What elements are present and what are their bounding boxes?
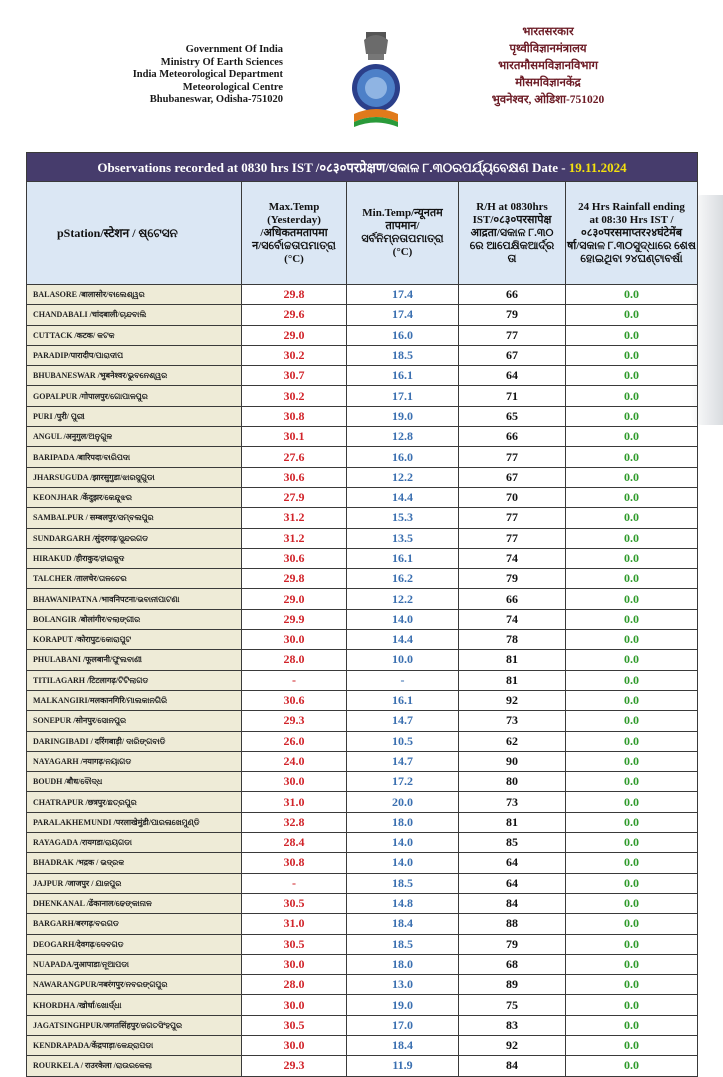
rh-cell: 81	[459, 670, 566, 690]
max-temp-cell: 26.0	[242, 731, 347, 751]
col-header-line: ତା	[507, 252, 517, 265]
table-row	[27, 569, 698, 589]
station-cell: SAMBALPUR / सम्बलपुर/ସମ୍ବଲପୁର	[27, 508, 242, 528]
rainfall-cell: 0.0	[566, 569, 698, 589]
header-english-block	[133, 44, 283, 107]
rainfall-cell: 0.0	[566, 609, 698, 629]
col-header-rainfall	[566, 182, 698, 285]
rainfall-cell: 0.0	[566, 893, 698, 913]
header-line: Meteorological Centre	[182, 81, 283, 93]
station-cell: JAGATSINGHPUR/जगतसिंहपुर/ଜଗତସିଂହପୁର	[27, 1015, 242, 1035]
col-header-line: (°C)	[392, 246, 413, 258]
table-row	[27, 995, 698, 1015]
max-temp-cell: 30.0	[242, 1035, 347, 1055]
min-temp-cell: 18.5	[347, 934, 459, 954]
rh-cell: 92	[459, 690, 566, 710]
rainfall-cell: 0.0	[566, 467, 698, 487]
min-temp-cell: 16.2	[347, 569, 459, 589]
table-row	[27, 528, 698, 548]
table-row	[27, 975, 698, 995]
col-header-line: R/H at 0830hrs	[476, 200, 548, 213]
table-row	[27, 893, 698, 913]
header-line: Bhubaneswar, Odisha-751020	[149, 94, 283, 105]
rh-cell: 81	[459, 812, 566, 832]
min-temp-cell: 16.0	[347, 325, 459, 345]
rh-cell: 83	[459, 1015, 566, 1035]
station-cell: KEONJHAR /केंदुझर/କେନ୍ଦୁଝର	[27, 487, 242, 507]
max-temp-cell: -	[242, 873, 347, 893]
table-row	[27, 934, 698, 954]
max-temp-cell: 30.6	[242, 467, 347, 487]
min-temp-cell: 17.4	[347, 305, 459, 325]
station-cell: SONEPUR /सोनपुर/ସୋନପୁର	[27, 711, 242, 731]
col-header-line: Max.Temp	[268, 200, 320, 213]
rh-cell: 81	[459, 650, 566, 670]
max-temp-cell: 30.5	[242, 1015, 347, 1035]
max-temp-cell: 29.6	[242, 305, 347, 325]
min-temp-cell: 18.5	[347, 873, 459, 893]
rh-cell: 74	[459, 548, 566, 568]
table-body	[27, 285, 698, 1077]
table-row	[27, 447, 698, 467]
rh-cell: 64	[459, 366, 566, 386]
rh-cell: 90	[459, 751, 566, 771]
rh-cell: 77	[459, 325, 566, 345]
station-cell: NUAPADA/नुआपाडा/ନୂଆପଡା	[27, 954, 242, 974]
header-line: मौसमविज्ञानकेंद्र	[515, 77, 581, 89]
rainfall-cell: 0.0	[566, 427, 698, 447]
table-title-text: Observations recorded at 0830 hrs IST /०८३०परप्रेक्षण/ସକାଳ ୮.୩୦ରପର୍ଯ୍ୟବେକ୍ଷଣ Date -	[97, 160, 569, 175]
table-row	[27, 792, 698, 812]
rh-cell: 80	[459, 772, 566, 792]
min-temp-cell: 17.2	[347, 772, 459, 792]
station-cell: SUNDARGARH /सुंदरगढ़/ସୁନ୍ଦରଗଡ	[27, 528, 242, 548]
max-temp-cell: 31.0	[242, 792, 347, 812]
min-temp-cell: 17.4	[347, 285, 459, 305]
max-temp-cell: 32.8	[242, 812, 347, 832]
max-temp-cell: 28.0	[242, 975, 347, 995]
table-row	[27, 285, 698, 305]
rh-cell: 88	[459, 914, 566, 934]
table-row	[27, 589, 698, 609]
min-temp-cell: 16.1	[347, 690, 459, 710]
station-cell: JAJPUR /जाजपुर / ଯାଜପୁର	[27, 873, 242, 893]
col-header-line: at 08:30 Hrs IST /	[589, 213, 674, 226]
rainfall-cell: 0.0	[566, 305, 698, 325]
table-row	[27, 345, 698, 365]
rh-cell: 84	[459, 893, 566, 913]
min-temp-cell: 17.0	[347, 1015, 459, 1035]
max-temp-cell: 29.3	[242, 1056, 347, 1076]
header-line: पृथ्वीविज्ञानमंत्रालय	[509, 43, 587, 55]
min-temp-cell: 18.4	[347, 914, 459, 934]
min-temp-cell: 14.7	[347, 711, 459, 731]
station-cell: BHAWANIPATNA /भावनिपटना/ଭବାନୀପାଟଣା	[27, 589, 242, 609]
station-cell: PARADIP/पारादीप/ପାରାଦୀପ	[27, 345, 242, 365]
max-temp-cell: 30.6	[242, 690, 347, 710]
max-temp-cell: 30.2	[242, 386, 347, 406]
max-temp-cell: 29.0	[242, 589, 347, 609]
rh-cell: 79	[459, 569, 566, 589]
min-temp-cell: 17.1	[347, 386, 459, 406]
min-temp-cell: 14.0	[347, 833, 459, 853]
rainfall-cell: 0.0	[566, 325, 698, 345]
col-header-station-text: pStation/स्टेशन / ଷ୍ଟେସନ	[57, 225, 178, 240]
table-row	[27, 427, 698, 447]
station-cell: DEOGARH/देवगढ़/ଦେବଗଡ	[27, 934, 242, 954]
rh-cell: 64	[459, 873, 566, 893]
table-row	[27, 772, 698, 792]
rainfall-cell: 0.0	[566, 995, 698, 1015]
table-row	[27, 609, 698, 629]
table-row	[27, 853, 698, 873]
rainfall-cell: 0.0	[566, 731, 698, 751]
rh-cell: 66	[459, 427, 566, 447]
min-temp-cell: 14.7	[347, 751, 459, 771]
station-cell: TITILAGARH /टिटलागढ़/ଟିଟିଲାଗଡ	[27, 670, 242, 690]
station-cell: BHUBANESWAR /भुबनेश्वर/ଭୁବନେଶ୍ୱର	[27, 366, 242, 386]
rh-cell: 67	[459, 345, 566, 365]
station-cell: MALKANGIRI/मलकानगिरि/ମାଲକାନଗିରି	[27, 690, 242, 710]
rainfall-cell: 0.0	[566, 1056, 698, 1076]
table-row	[27, 630, 698, 650]
rh-cell: 71	[459, 386, 566, 406]
col-header-line: IST/०८३०परसापेक्ष	[472, 213, 552, 226]
rh-cell: 75	[459, 995, 566, 1015]
rainfall-cell: 0.0	[566, 589, 698, 609]
min-temp-cell: 14.0	[347, 853, 459, 873]
col-header-line: न/ସର୍ବୋଚ୍ଚତାପମାତ୍ରା	[252, 239, 336, 252]
max-temp-cell: 30.0	[242, 772, 347, 792]
observation-date: 19.11.2024	[568, 160, 627, 175]
max-temp-cell: 28.0	[242, 650, 347, 670]
max-temp-cell: 24.0	[242, 751, 347, 771]
table-row	[27, 690, 698, 710]
max-temp-cell: 30.1	[242, 427, 347, 447]
station-cell: KENDRAPADA/केंद्रपाड़ा/କେନ୍ଦ୍ରାପଡା	[27, 1035, 242, 1055]
rainfall-cell: 0.0	[566, 508, 698, 528]
table-row	[27, 833, 698, 853]
rh-cell: 68	[459, 954, 566, 974]
station-cell: BARGARH/बरगढ़/ବରଗଡ	[27, 914, 242, 934]
station-cell: DHENKANAL /ढेंकानाल/ଢେଙ୍କାନାଳ	[27, 893, 242, 913]
rainfall-cell: 0.0	[566, 954, 698, 974]
rainfall-cell: 0.0	[566, 853, 698, 873]
table-header-row	[27, 182, 698, 285]
header-line: भुवनेश्वर, ओडिशा-751020	[491, 94, 605, 106]
table-row	[27, 873, 698, 893]
table-row	[27, 670, 698, 690]
max-temp-cell: 30.8	[242, 406, 347, 426]
rainfall-cell: 0.0	[566, 285, 698, 305]
min-temp-cell: 16.1	[347, 548, 459, 568]
max-temp-cell: 29.8	[242, 285, 347, 305]
min-temp-cell: 18.0	[347, 954, 459, 974]
rh-cell: 73	[459, 792, 566, 812]
min-temp-cell: 13.5	[347, 528, 459, 548]
rh-cell: 92	[459, 1035, 566, 1055]
table-row	[27, 548, 698, 568]
rainfall-cell: 0.0	[566, 1035, 698, 1055]
rh-cell: 74	[459, 609, 566, 629]
rh-cell: 77	[459, 528, 566, 548]
table-row	[27, 711, 698, 731]
table-row	[27, 731, 698, 751]
max-temp-cell: 30.0	[242, 630, 347, 650]
min-temp-cell: -	[347, 670, 459, 690]
table-row	[27, 1056, 698, 1076]
rh-cell: 62	[459, 731, 566, 751]
table-row	[27, 914, 698, 934]
station-cell: GOPALPUR /गोपालपुर/ଗୋପାଳପୁର	[27, 386, 242, 406]
col-header-min-temp	[347, 182, 459, 285]
max-temp-cell: 29.0	[242, 325, 347, 345]
rh-cell: 89	[459, 975, 566, 995]
col-header-rh	[459, 182, 566, 285]
min-temp-cell: 14.4	[347, 487, 459, 507]
rainfall-cell: 0.0	[566, 406, 698, 426]
col-header-line: र्षा/ସକାଳ ୮.୩୦ସୁଦ୍ଧାରେ ଶେଷ	[567, 239, 696, 252]
min-temp-cell: 19.0	[347, 406, 459, 426]
min-temp-cell: 16.0	[347, 447, 459, 467]
rainfall-cell: 0.0	[566, 690, 698, 710]
min-temp-cell: 13.0	[347, 975, 459, 995]
min-temp-cell: 12.2	[347, 467, 459, 487]
min-temp-cell: 14.0	[347, 609, 459, 629]
col-header-line: (Yesterday)	[267, 213, 321, 226]
min-temp-cell: 20.0	[347, 792, 459, 812]
station-cell: RAYAGADA /रायगडा/ରାୟଗଡା	[27, 833, 242, 853]
station-cell: BARIPADA /बारिपदा/ବାରିପଦା	[27, 447, 242, 467]
rh-cell: 64	[459, 853, 566, 873]
min-temp-cell: 18.0	[347, 812, 459, 832]
station-cell: ANGUL /अनुगुल/ଅନୁଗୁଳ	[27, 427, 242, 447]
station-cell: PARALAKHEMUNDI /परलाखेमुंडी/ପାରଳାଖେମୁଣ୍ଡି	[27, 812, 242, 832]
rh-cell: 77	[459, 447, 566, 467]
rainfall-cell: 0.0	[566, 914, 698, 934]
station-cell: ROURKELA / राउरकेला /ରାଉରକେଲା	[27, 1056, 242, 1076]
station-cell: NAWARANGPUR/नबरंगपुर/ନବରଙ୍ଗପୁର	[27, 975, 242, 995]
table-title	[27, 153, 698, 182]
header-line: India Meteorological Department	[132, 69, 283, 80]
min-temp-cell: 19.0	[347, 995, 459, 1015]
max-temp-cell: 31.2	[242, 528, 347, 548]
col-header-line: आद्रता/ସକାଳ ୮.୩୦	[470, 226, 554, 239]
station-cell: CHATRAPUR /छत्रपुर/ଛତ୍ରପୁର	[27, 792, 242, 812]
table-row	[27, 386, 698, 406]
rainfall-cell: 0.0	[566, 934, 698, 954]
rainfall-cell: 0.0	[566, 386, 698, 406]
rainfall-cell: 0.0	[566, 528, 698, 548]
max-temp-cell: 31.2	[242, 508, 347, 528]
table-row	[27, 812, 698, 832]
station-cell: CUTTACK /कटक/ କଟକ	[27, 325, 242, 345]
rh-cell: 78	[459, 630, 566, 650]
col-header-line: (°C)	[284, 252, 304, 265]
station-cell: PURI /पुरी/ ପୁରୀ	[27, 406, 242, 426]
station-cell: JHARSUGUDA /झारसुगुडा/ଝାରସୁଗୁଡା	[27, 467, 242, 487]
col-header-line: ସର୍ବନିମ୍ନତାପମାତ୍ରା	[361, 233, 444, 245]
min-temp-cell: 12.8	[347, 427, 459, 447]
col-header-line: ରେ ଆପେକ୍ଷିକଆର୍ଦ୍ର	[469, 239, 555, 252]
table-row	[27, 650, 698, 670]
max-temp-cell: 29.9	[242, 609, 347, 629]
max-temp-cell: 30.6	[242, 548, 347, 568]
col-header-line: ०८३०परसमाप्तर२४घंटेमेंब	[581, 226, 682, 239]
rainfall-cell: 0.0	[566, 650, 698, 670]
rainfall-cell: 0.0	[566, 975, 698, 995]
rainfall-cell: 0.0	[566, 751, 698, 771]
max-temp-cell: 28.4	[242, 833, 347, 853]
rh-cell: 73	[459, 711, 566, 731]
max-temp-cell: 30.5	[242, 893, 347, 913]
station-cell: BHADRAK /भद्रक / ଭଦ୍ରକ	[27, 853, 242, 873]
station-cell: BALASORE /बालासोर/ବାଲେଶ୍ୱର	[27, 285, 242, 305]
min-temp-cell: 14.8	[347, 893, 459, 913]
document-header	[0, 0, 723, 150]
header-line: Ministry Of Earth Sciences	[160, 56, 283, 68]
table-row	[27, 487, 698, 507]
max-temp-cell: 30.0	[242, 954, 347, 974]
table-row	[27, 366, 698, 386]
rh-cell: 66	[459, 589, 566, 609]
table-row	[27, 954, 698, 974]
station-cell: PHULABANI /फूलबानी/ଫୁଲବାଣୀ	[27, 650, 242, 670]
table-row	[27, 1035, 698, 1055]
rainfall-cell: 0.0	[566, 833, 698, 853]
header-hindi-block	[448, 24, 648, 109]
table-row	[27, 1015, 698, 1035]
max-temp-cell: 30.0	[242, 995, 347, 1015]
col-header-line: 24 Hrs Rainfall ending	[578, 200, 685, 213]
max-temp-cell: 31.0	[242, 914, 347, 934]
observations-table	[26, 152, 698, 1077]
table-row	[27, 305, 698, 325]
rh-cell: 67	[459, 467, 566, 487]
header-line: Government Of India	[185, 44, 283, 55]
observations-table-container	[26, 152, 697, 1077]
max-temp-cell: 30.5	[242, 934, 347, 954]
station-cell: KHORDHA /खोर्धा/ଖୋର୍ଦ୍ଧା	[27, 995, 242, 1015]
max-temp-cell: 27.9	[242, 487, 347, 507]
min-temp-cell: 18.4	[347, 1035, 459, 1055]
rainfall-cell: 0.0	[566, 772, 698, 792]
rainfall-cell: 0.0	[566, 548, 698, 568]
rainfall-cell: 0.0	[566, 792, 698, 812]
col-header-max-temp	[242, 182, 347, 285]
max-temp-cell: 30.2	[242, 345, 347, 365]
table-row	[27, 467, 698, 487]
station-cell: DARINGIBADI / दरिंगबाड़ी/ ଦାରିଙ୍ଗବାଡି	[27, 731, 242, 751]
station-cell: CHANDABALI /चांदबाली/ଚାନ୍ଦବାଲି	[27, 305, 242, 325]
table-row	[27, 508, 698, 528]
rainfall-cell: 0.0	[566, 873, 698, 893]
table-row	[27, 325, 698, 345]
table-row	[27, 406, 698, 426]
rainfall-cell: 0.0	[566, 670, 698, 690]
rh-cell: 70	[459, 487, 566, 507]
station-cell: BOUDH /बौध/ବୌଦ୍ଧ	[27, 772, 242, 792]
rainfall-cell: 0.0	[566, 487, 698, 507]
rh-cell: 77	[459, 508, 566, 528]
col-header-line: Min.Temp/न्यूनतम	[362, 207, 443, 219]
min-temp-cell: 14.4	[347, 630, 459, 650]
rainfall-cell: 0.0	[566, 366, 698, 386]
rh-cell: 79	[459, 934, 566, 954]
station-cell: KORAPUT /कोरापुट/କୋରାପୁଟ	[27, 630, 242, 650]
max-temp-cell: 27.6	[242, 447, 347, 467]
min-temp-cell: 15.3	[347, 508, 459, 528]
min-temp-cell: 10.0	[347, 650, 459, 670]
max-temp-cell: 29.8	[242, 569, 347, 589]
rainfall-cell: 0.0	[566, 1015, 698, 1035]
min-temp-cell: 16.1	[347, 366, 459, 386]
table-row	[27, 751, 698, 771]
col-header-line: तापमान/	[385, 220, 420, 232]
table-title-row	[27, 153, 698, 182]
min-temp-cell: 11.9	[347, 1056, 459, 1076]
min-temp-cell: 18.5	[347, 345, 459, 365]
col-header-line: /अधिकतमतापमा	[260, 226, 328, 239]
rainfall-cell: 0.0	[566, 812, 698, 832]
rh-cell: 66	[459, 285, 566, 305]
rainfall-cell: 0.0	[566, 711, 698, 731]
station-cell: BOLANGIR /बोलांगीर/ବଲାଙ୍ଗୀର	[27, 609, 242, 629]
rh-cell: 84	[459, 1056, 566, 1076]
rh-cell: 65	[459, 406, 566, 426]
max-temp-cell: 30.7	[242, 366, 347, 386]
min-temp-cell: 12.2	[347, 589, 459, 609]
header-line: भारतमौसमविज्ञानविभाग	[498, 60, 598, 72]
max-temp-cell: 30.8	[242, 853, 347, 873]
col-header-line: ହୋଇଥିବା ୨୪ଘଣ୍ଟାବର୍ଷା	[580, 252, 683, 265]
rainfall-cell: 0.0	[566, 447, 698, 467]
rainfall-cell: 0.0	[566, 630, 698, 650]
col-header-station	[27, 182, 242, 285]
station-cell: NAYAGARH /नयागढ़/ନୟାଗଡ	[27, 751, 242, 771]
imd-emblem-icon	[346, 30, 406, 130]
station-cell: HIRAKUD /हीराकुद/ହୀରାକୁଦ	[27, 548, 242, 568]
min-temp-cell: 10.5	[347, 731, 459, 751]
header-line: भारतसरकार	[522, 26, 574, 38]
max-temp-cell: 29.3	[242, 711, 347, 731]
rh-cell: 85	[459, 833, 566, 853]
max-temp-cell: -	[242, 670, 347, 690]
station-cell: TALCHER /तालचेर/ତାଳଚେର	[27, 569, 242, 589]
rainfall-cell: 0.0	[566, 345, 698, 365]
rh-cell: 79	[459, 305, 566, 325]
